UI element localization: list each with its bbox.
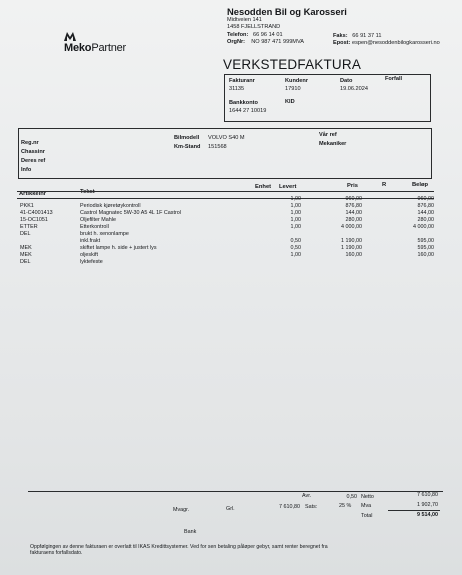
mva-label: Mva — [361, 503, 372, 509]
header-top-rule — [17, 191, 434, 192]
invoice-no-label: Fakturanr — [229, 78, 255, 84]
total-label: Total — [361, 513, 373, 519]
row-delivered: 1,00 — [290, 196, 301, 202]
row-delivered: 1,00 — [290, 210, 301, 216]
table-row — [0, 245, 462, 252]
mekopartner-logo-icon — [64, 32, 76, 41]
row-text: oljeskift — [80, 252, 98, 258]
mvagr-label: Mvagr. — [173, 507, 190, 513]
row-amount: 876,80 — [417, 203, 434, 209]
totals-top-rule — [28, 491, 443, 492]
row-text: Castrol Magnatec 5W-30 A5 4L 1F Castrol — [80, 210, 181, 216]
brand-logo: MekoPartner — [64, 42, 127, 54]
row-price: 280,00 — [345, 217, 362, 223]
row-text: inkl.frakt — [80, 238, 101, 244]
invoice-date: 19.06.2024 — [340, 86, 368, 92]
table-row — [0, 259, 462, 266]
company-name: Nesodden Bil og Karosseri — [227, 6, 347, 17]
fax-label: Faks: — [333, 33, 348, 39]
row-article: MEK — [20, 245, 32, 251]
customer-no-label: Kundenr — [285, 78, 308, 84]
avr-label: Avr. — [302, 493, 312, 499]
row-article: DEL — [20, 259, 31, 265]
row-article: 41-C4001413 — [20, 210, 53, 216]
row-price: 144,00 — [345, 210, 362, 216]
company-email: espen@nesoddenbilogkarosseri.no — [351, 40, 440, 47]
row-amount: 160,00 — [417, 252, 434, 258]
table-row — [0, 196, 462, 203]
netto-label: Netto — [361, 494, 374, 500]
row-price: 960,00 — [345, 196, 362, 202]
row-article: PKK1 — [20, 203, 34, 209]
row-delivered: 1,00 — [290, 217, 301, 223]
row-text: Oljefilter Mahle — [80, 217, 116, 223]
col-amount: Beløp — [412, 182, 429, 188]
row-text: Etterkontroll — [80, 224, 109, 230]
row-amount: 595,00 — [417, 245, 434, 251]
row-article: 15-OC1051 — [20, 217, 48, 223]
row-delivered: 1,00 — [290, 252, 301, 258]
footer-note: Oppfølgingen av denne fakturaen er overlatt til IKAS Kredittsystemer. Ved for sen betaling påløper gebyr, samt renter beregnet fra fakturaens forfallsdato. — [30, 544, 328, 557]
date-label: Dato — [340, 78, 353, 84]
org-label: OrgNr: — [227, 39, 246, 46]
table-row — [0, 210, 462, 217]
sats-label: Sats: — [305, 504, 318, 510]
company-phone: 66 96 14 01 — [253, 31, 283, 38]
sats-value: 25 % — [339, 503, 352, 509]
customer-no: 17910 — [285, 86, 301, 92]
row-amount: 595,00 — [417, 238, 434, 244]
email-label: Epost: — [333, 40, 351, 47]
row-text: brukt h. xenonlampe — [80, 231, 129, 237]
company-address-1: Midtveien 141 — [227, 17, 262, 23]
col-unit: Enhet — [255, 184, 272, 190]
row-text: lyktefeste — [80, 259, 103, 265]
bank-label: Bank — [184, 529, 197, 535]
table-row — [0, 252, 462, 259]
row-amount: 4 000,00 — [413, 224, 434, 230]
table-row — [0, 238, 462, 245]
avr-value: 0,50 — [346, 494, 357, 500]
col-article: Artikkelnr — [19, 191, 47, 197]
model-label: Bilmodell — [174, 135, 200, 141]
phone-label: Telefon: — [227, 31, 249, 38]
row-delivered: 1,00 — [290, 203, 301, 209]
bank-account: 1644 27 10019 — [229, 108, 267, 114]
col-price: Pris — [347, 183, 358, 189]
table-row — [0, 217, 462, 224]
table-row — [0, 231, 462, 238]
mechanic-label: Mekaniker — [319, 141, 347, 147]
company-contact — [333, 33, 440, 48]
row-delivered: 1,00 — [290, 224, 301, 230]
our-ref-label: Vår ref — [319, 132, 337, 138]
chassis-label: Chassinr — [21, 149, 45, 155]
row-price: 160,00 — [345, 252, 362, 258]
reg-label: Reg.nr — [21, 140, 39, 146]
row-text: skiftet lampe h. side + justert lys — [80, 245, 157, 251]
row-amount: 280,00 — [417, 217, 434, 223]
bank-account-label: Bankkonto — [229, 100, 258, 106]
company-fax: 66 91 37 11 — [352, 33, 382, 39]
grl-value: 7 610,80 — [279, 504, 300, 510]
row-article: MEK — [20, 252, 32, 258]
col-delivered: Levert — [279, 184, 297, 190]
due-label: Forfall — [385, 76, 403, 82]
vehicle-model: VOLVO S40 M — [208, 135, 245, 141]
table-row — [0, 203, 462, 210]
col-r: R — [382, 182, 387, 188]
info-label: Info — [21, 167, 32, 173]
row-delivered: 0,50 — [290, 245, 301, 251]
row-article: DEL — [20, 231, 31, 237]
row-amount: 144,00 — [417, 210, 434, 216]
row-article: ETTER — [20, 224, 38, 230]
row-delivered: 0,50 — [290, 238, 301, 244]
grl-label: Grl. — [226, 506, 235, 512]
col-text: Tekst — [80, 189, 95, 195]
row-price: 4 000,00 — [341, 224, 362, 230]
row-price: 1 190,00 — [341, 245, 362, 251]
document-title: VERKSTEDFAKTURA — [223, 57, 362, 72]
mva-value: 1 902,70 — [417, 502, 438, 508]
company-org: NO 987 471 999MVA — [251, 39, 305, 46]
total-rule — [388, 510, 440, 511]
km-value: 151568 — [208, 144, 227, 150]
table-row — [0, 224, 462, 231]
invoice-no: 31135 — [229, 86, 245, 92]
km-label: Km-Stand — [174, 144, 201, 150]
row-text: Periodisk kjøretøykontroll — [80, 203, 141, 209]
kid-label: KID — [285, 99, 295, 105]
total-value: 9 514,00 — [417, 512, 438, 518]
row-price: 876,80 — [345, 203, 362, 209]
company-address-2: 1458 FJELLSTRAND — [227, 24, 281, 31]
company-details — [227, 17, 304, 47]
your-ref-label: Deres ref — [21, 158, 46, 164]
row-amount: 960,00 — [417, 196, 434, 202]
row-price: 1 190,00 — [341, 238, 362, 244]
netto-value: 7 610,80 — [417, 492, 438, 498]
